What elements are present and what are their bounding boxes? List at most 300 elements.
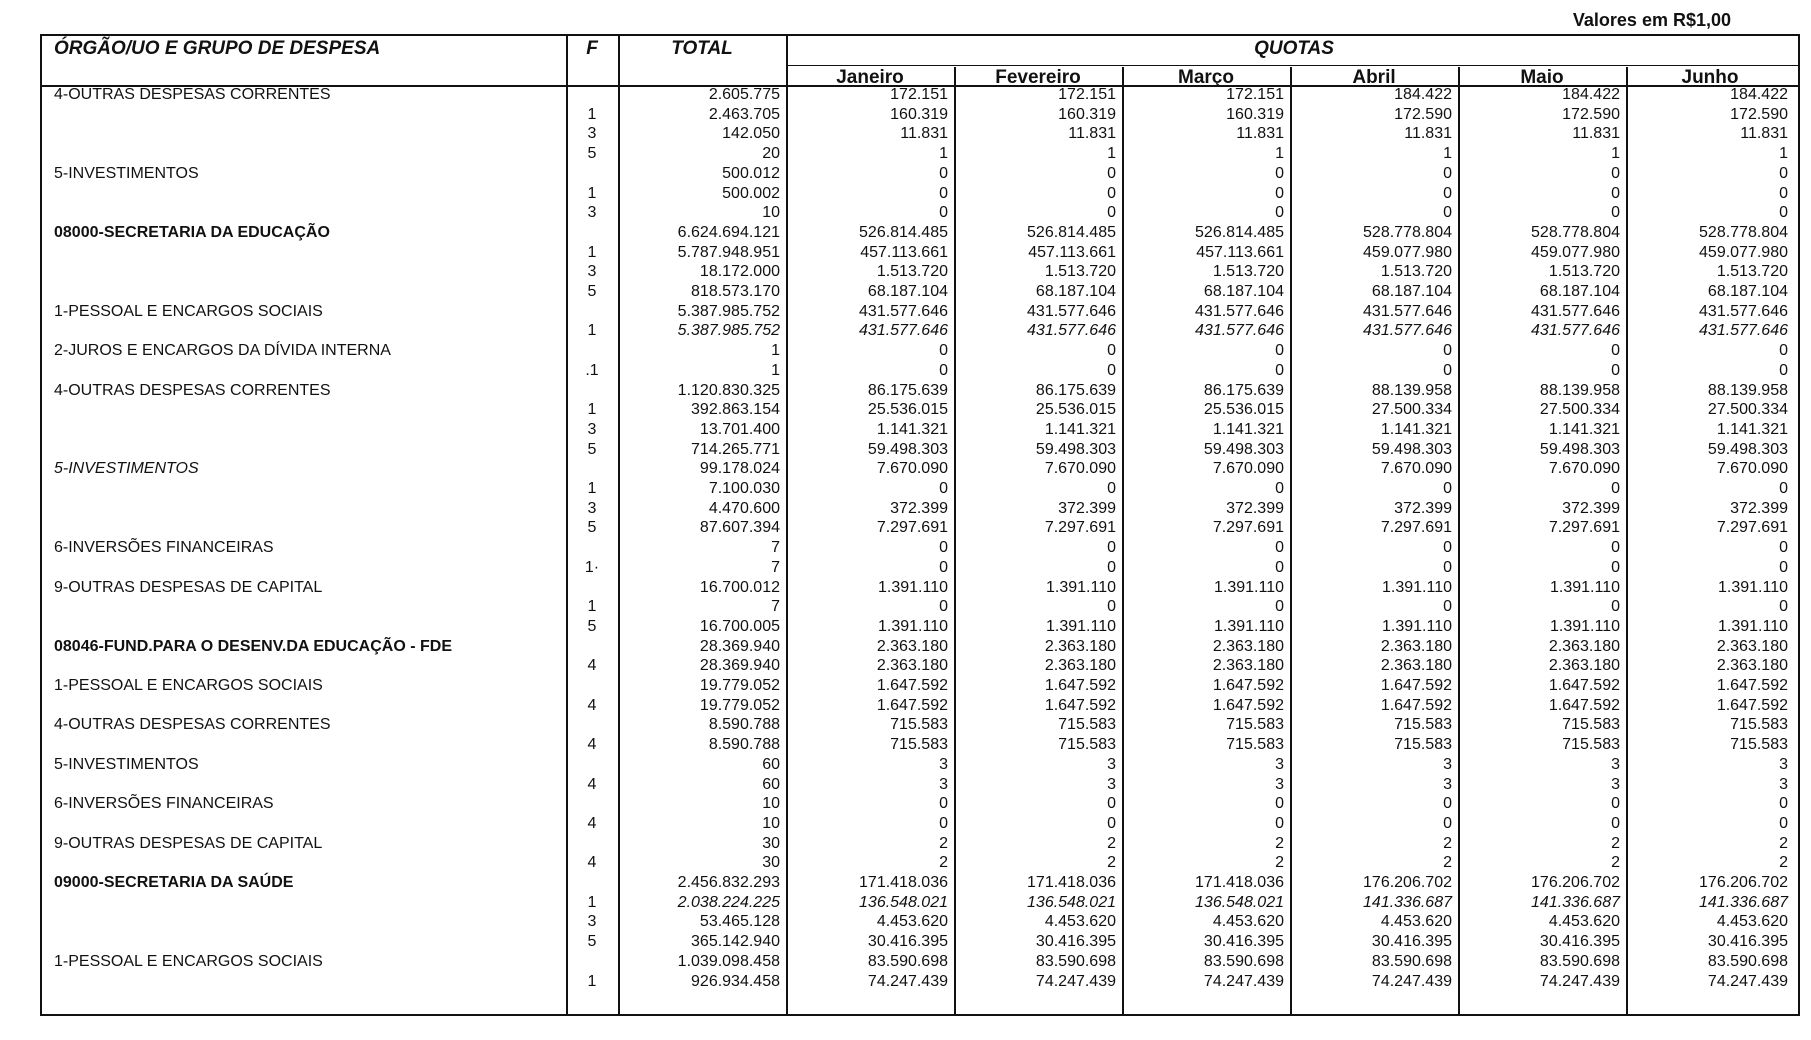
table-row: [42, 834, 1798, 854]
row-month-value: 372.399: [1226, 499, 1284, 517]
row-label: 1-PESSOAL E ENCARGOS SOCIAIS: [54, 677, 323, 694]
row-month-value: 526.814.485: [1027, 223, 1116, 241]
row-month-value: 136.548.021: [859, 893, 948, 911]
row-total: 5.387.985.752: [677, 322, 780, 340]
row-month-value: 11.831: [1404, 125, 1452, 143]
row-month-value: 0: [1779, 480, 1788, 497]
row-month-value: 7.670.090: [1044, 460, 1116, 478]
row-label: 09000-SECRETARIA DA SAÚDE: [54, 874, 294, 891]
table-row: [42, 518, 1798, 538]
row-month-value: 74.247.439: [1371, 972, 1452, 990]
row-month-value: 1.513.720: [1548, 263, 1620, 281]
row-total: 20: [762, 145, 780, 163]
row-month-value: 11.831: [1068, 125, 1116, 143]
row-month-value: 0: [1275, 795, 1284, 813]
row-month-value: 0: [939, 814, 948, 832]
row-month-value: 88.139.958: [1707, 381, 1788, 399]
row-month-value: 171.418.036: [859, 874, 948, 891]
row-month-value: 0: [939, 361, 948, 379]
row-month-value: 11.831: [1740, 125, 1788, 143]
row-month-value: 7.297.691: [1548, 519, 1620, 537]
row-month-value: 0: [1779, 361, 1788, 379]
table-row: [42, 479, 1798, 499]
row-month-value: 2: [1779, 854, 1788, 872]
row-label: 5-INVESTIMENTOS: [54, 164, 199, 182]
row-month-value: 431.577.646: [1363, 302, 1452, 320]
table-row: [42, 775, 1798, 795]
row-fonte: 1: [587, 184, 597, 202]
row-month-value: 83.590.698: [1371, 952, 1452, 970]
table-row: [42, 420, 1798, 440]
row-month-value: 3: [1275, 755, 1284, 773]
row-month-value: 83.590.698: [1203, 952, 1284, 970]
row-month-value: 0: [1611, 204, 1620, 222]
table-row: [42, 893, 1798, 913]
row-month-value: 2: [1611, 834, 1620, 852]
row-month-value: 4.453.620: [1380, 913, 1452, 931]
row-total: 10: [762, 795, 780, 813]
row-month-value: 431.577.646: [1699, 322, 1788, 340]
row-fonte: 5: [587, 519, 597, 537]
row-month-value: 4.453.620: [876, 913, 948, 931]
table-row: [42, 912, 1798, 932]
table-row: [42, 341, 1798, 361]
row-label: 4-OUTRAS DESPESAS CORRENTES: [54, 716, 331, 734]
table-row: [42, 538, 1798, 558]
row-month-value: 27.500.334: [1707, 401, 1788, 419]
row-month-value: 1.391.110: [1214, 578, 1284, 596]
row-fonte: 1: [587, 972, 597, 990]
row-month-value: 160.319: [1058, 105, 1116, 123]
row-month-value: 431.577.646: [1531, 322, 1620, 340]
row-month-value: 27.500.334: [1539, 401, 1620, 419]
row-month-value: 171.418.036: [1027, 874, 1116, 891]
row-total: 60: [762, 775, 780, 793]
row-month-value: 1.513.720: [1212, 263, 1284, 281]
row-month-value: 7.297.691: [1380, 519, 1452, 537]
row-month-value: 372.399: [1058, 499, 1116, 517]
table-row: [42, 873, 1798, 893]
row-month-value: 4.453.620: [1044, 913, 1116, 931]
row-total: 10: [762, 204, 780, 222]
row-month-value: 30.416.395: [1707, 933, 1788, 951]
row-fonte: 3: [587, 913, 597, 931]
row-month-value: 715.583: [1730, 736, 1788, 754]
row-month-value: 1: [1443, 145, 1452, 163]
row-total: 16.700.012: [699, 578, 780, 596]
row-month-value: 1.647.592: [876, 696, 948, 714]
row-month-value: 372.399: [1562, 499, 1620, 517]
row-month-value: 7.670.090: [1380, 460, 1452, 478]
row-fonte: 3: [587, 499, 597, 517]
row-month-value: 171.418.036: [1195, 874, 1284, 891]
row-month-value: 7.670.090: [876, 460, 948, 478]
table-row: [42, 400, 1798, 420]
row-month-value: 528.778.804: [1699, 223, 1788, 241]
row-fonte: 5: [587, 617, 597, 635]
row-month-value: 0: [1443, 164, 1452, 182]
row-month-value: 2.363.180: [1716, 637, 1788, 655]
row-total: 5.387.985.752: [677, 302, 780, 320]
row-month-value: 0: [1611, 164, 1620, 182]
row-month-value: 1: [1275, 145, 1284, 163]
row-month-value: 83.590.698: [867, 952, 948, 970]
row-total: 500.002: [722, 184, 780, 202]
row-month-value: 25.536.015: [867, 401, 948, 419]
row-month-value: 0: [1779, 814, 1788, 832]
row-month-value: 3: [1611, 755, 1620, 773]
row-month-value: 1.141.321: [1044, 420, 1116, 438]
row-month-value: 0: [1443, 361, 1452, 379]
row-fonte: 3: [587, 263, 597, 281]
row-month-value: 715.583: [890, 736, 948, 754]
row-month-value: 68.187.104: [1203, 283, 1284, 300]
row-month-value: 59.498.303: [867, 440, 948, 458]
row-total: 5.787.948.951: [677, 243, 780, 261]
budget-table: [40, 34, 1800, 1016]
row-total: 1.039.098.458: [677, 952, 780, 970]
row-month-value: 1.513.720: [1380, 263, 1452, 281]
row-month-value: 172.590: [1394, 105, 1452, 123]
row-month-value: 0: [1107, 164, 1116, 182]
row-month-value: 431.577.646: [859, 322, 948, 340]
row-total: 1: [771, 342, 780, 360]
row-month-value: 176.206.702: [1531, 874, 1620, 891]
row-month-value: 1.391.110: [1550, 578, 1620, 596]
month-header: Fevereiro: [995, 67, 1081, 88]
row-month-value: 136.548.021: [1027, 893, 1116, 911]
row-month-value: 136.548.021: [1195, 893, 1284, 911]
row-month-value: 68.187.104: [1371, 283, 1452, 300]
row-month-value: 2.363.180: [1044, 657, 1116, 675]
row-month-value: 172.590: [1730, 105, 1788, 123]
row-total: 142.050: [722, 125, 780, 143]
row-month-value: 3: [1779, 755, 1788, 773]
row-total: 87.607.394: [699, 519, 780, 537]
row-month-value: 141.336.687: [1363, 893, 1452, 911]
row-month-value: 1.647.592: [1548, 677, 1620, 694]
row-label: 9-OUTRAS DESPESAS DE CAPITAL: [54, 834, 323, 852]
row-month-value: 459.077.980: [1363, 243, 1452, 261]
row-month-value: 0: [1443, 204, 1452, 222]
table-row: [42, 302, 1798, 322]
row-fonte: 5: [587, 933, 597, 951]
row-month-value: 141.336.687: [1699, 893, 1788, 911]
row-month-value: 2.363.180: [1212, 657, 1284, 675]
row-month-value: 3: [1107, 755, 1116, 773]
row-total: 16.700.005: [699, 617, 780, 635]
row-total: 53.465.128: [699, 913, 780, 931]
row-month-value: 431.577.646: [1531, 302, 1620, 320]
row-month-value: 528.778.804: [1363, 223, 1452, 241]
row-total: 926.934.458: [691, 972, 780, 990]
row-month-value: 1.513.720: [1716, 263, 1788, 281]
row-month-value: 1.391.110: [1382, 578, 1452, 596]
row-month-value: 0: [1611, 480, 1620, 497]
table-row: [42, 853, 1798, 873]
table-row: [42, 715, 1798, 735]
row-month-value: 141.336.687: [1531, 893, 1620, 911]
row-month-value: 457.113.661: [1196, 243, 1284, 261]
row-month-value: 59.498.303: [1035, 440, 1116, 458]
row-month-value: 2: [939, 854, 948, 872]
row-month-value: 172.151: [1226, 86, 1284, 103]
row-month-value: 1: [1611, 145, 1620, 163]
row-label: 2-JUROS E ENCARGOS DA DÍVIDA INTERNA: [54, 342, 391, 360]
table-row: [42, 459, 1798, 479]
row-fonte: 4: [587, 814, 597, 832]
row-month-value: 526.814.485: [1195, 223, 1284, 241]
row-month-value: 184.422: [1562, 86, 1620, 103]
row-total: 60: [762, 755, 780, 773]
row-month-value: 176.206.702: [1699, 874, 1788, 891]
row-month-value: 0: [1779, 558, 1788, 576]
row-month-value: 1: [1779, 145, 1788, 163]
row-month-value: 0: [1275, 814, 1284, 832]
row-month-value: 30.416.395: [867, 933, 948, 951]
row-month-value: 0: [1275, 558, 1284, 576]
row-total: 2.605.775: [708, 86, 780, 103]
row-month-value: 0: [939, 539, 948, 557]
row-month-value: 526.814.485: [859, 223, 948, 241]
row-fonte: 5: [587, 283, 597, 300]
row-fonte: 3: [587, 125, 597, 143]
row-total: 1: [771, 361, 780, 379]
row-month-value: 0: [1443, 342, 1452, 360]
row-month-value: 0: [1107, 204, 1116, 222]
row-fonte: 5: [587, 145, 597, 163]
row-label: 6-INVERSÕES FINANCEIRAS: [54, 795, 274, 813]
row-fonte: 1: [587, 105, 597, 123]
row-month-value: 2: [1779, 834, 1788, 852]
row-total: 7: [771, 558, 780, 576]
table-row: [42, 578, 1798, 598]
row-fonte: 4: [587, 775, 597, 793]
row-total: 10: [762, 814, 780, 832]
row-label: 5-INVESTIMENTOS: [54, 755, 199, 773]
row-month-value: 59.498.303: [1707, 440, 1788, 458]
row-month-value: 0: [1779, 184, 1788, 202]
row-month-value: 2.363.180: [1380, 637, 1452, 655]
row-month-value: 4.453.620: [1716, 913, 1788, 931]
table-row: [42, 184, 1798, 204]
row-month-value: 715.583: [1058, 716, 1116, 734]
row-month-value: 1.391.110: [1046, 617, 1116, 635]
row-month-value: 1.141.321: [1212, 420, 1284, 438]
row-total: 2.038.224.225: [677, 893, 780, 911]
table-row: [42, 203, 1798, 223]
row-total: 2.456.832.293: [677, 874, 780, 891]
table-row: [42, 656, 1798, 676]
row-month-value: 0: [1107, 361, 1116, 379]
row-fonte: 3: [587, 420, 597, 438]
row-month-value: 0: [1443, 598, 1452, 616]
col-header-total: TOTAL: [671, 38, 733, 59]
row-month-value: 1.513.720: [1044, 263, 1116, 281]
row-label: 4-OUTRAS DESPESAS CORRENTES: [54, 86, 331, 103]
row-month-value: 74.247.439: [1035, 972, 1116, 990]
table-row: [42, 282, 1798, 302]
row-month-value: 1.647.592: [1212, 696, 1284, 714]
row-month-value: 0: [1275, 598, 1284, 616]
row-month-value: 30.416.395: [1035, 933, 1116, 951]
row-month-value: 7.670.090: [1212, 460, 1284, 478]
row-month-value: 3: [1611, 775, 1620, 793]
row-total: 500.012: [722, 164, 780, 182]
row-month-value: 0: [1611, 342, 1620, 360]
row-month-value: 715.583: [1394, 716, 1452, 734]
row-month-value: 3: [1443, 775, 1452, 793]
row-month-value: 0: [939, 342, 948, 360]
row-month-value: 0: [1611, 539, 1620, 557]
row-month-value: 715.583: [1226, 736, 1284, 754]
table-row: [42, 814, 1798, 834]
row-month-value: 1.647.592: [1380, 677, 1452, 694]
units-note: Valores em R$1,00: [1572, 10, 1731, 30]
row-month-value: 0: [1275, 184, 1284, 202]
row-month-value: 0: [1107, 342, 1116, 360]
table-row: [42, 972, 1798, 992]
row-month-value: 1.647.592: [1044, 696, 1116, 714]
row-month-value: 457.113.661: [1028, 243, 1116, 261]
table-row: [42, 676, 1798, 696]
row-month-value: 0: [1443, 814, 1452, 832]
row-month-value: 431.577.646: [1699, 302, 1788, 320]
row-month-value: 0: [939, 204, 948, 222]
month-header: Junho: [1681, 67, 1739, 88]
row-month-value: 68.187.104: [867, 283, 948, 300]
row-total: 7: [771, 598, 780, 616]
row-month-value: 715.583: [890, 716, 948, 734]
col-header-quotas: QUOTAS: [1254, 38, 1334, 59]
row-fonte: 1: [587, 893, 597, 911]
row-fonte: 1: [587, 401, 597, 419]
row-month-value: 7.670.090: [1716, 460, 1788, 478]
row-month-value: 0: [1275, 342, 1284, 360]
month-header: Maio: [1520, 67, 1564, 88]
row-month-value: 7.297.691: [1212, 519, 1284, 537]
row-fonte: 3: [587, 204, 597, 222]
row-month-value: 86.175.639: [867, 381, 948, 399]
row-month-value: 715.583: [1226, 716, 1284, 734]
row-total: 6.624.694.121: [677, 223, 780, 241]
row-month-value: 68.187.104: [1539, 283, 1620, 300]
table-row: [42, 696, 1798, 716]
row-month-value: 431.577.646: [1027, 302, 1116, 320]
row-month-value: 372.399: [890, 499, 948, 517]
row-total: 818.573.170: [691, 283, 780, 300]
row-month-value: 2: [1611, 854, 1620, 872]
row-month-value: 0: [1443, 539, 1452, 557]
table-row: [42, 124, 1798, 144]
quotas-divider: [786, 65, 1798, 66]
row-month-value: 3: [1107, 775, 1116, 793]
row-month-value: 0: [1275, 204, 1284, 222]
row-month-value: 2.363.180: [1380, 657, 1452, 675]
row-month-value: 74.247.439: [867, 972, 948, 990]
table-row: [42, 164, 1798, 184]
row-month-value: 1.391.110: [1718, 617, 1788, 635]
row-month-value: 1.391.110: [1718, 578, 1788, 596]
row-month-value: 11.831: [1236, 125, 1284, 143]
row-fonte: 4: [587, 854, 597, 872]
row-month-value: 2: [1275, 854, 1284, 872]
row-fonte: 4: [587, 736, 597, 754]
row-month-value: 30.416.395: [1539, 933, 1620, 951]
row-month-value: 2.363.180: [1548, 657, 1620, 675]
row-month-value: 1.647.592: [1548, 696, 1620, 714]
row-label: 5-INVESTIMENTOS: [54, 460, 199, 478]
row-month-value: 0: [1443, 558, 1452, 576]
row-month-value: 30.416.395: [1203, 933, 1284, 951]
row-total: 19.779.052: [699, 696, 780, 714]
row-month-value: 0: [1275, 361, 1284, 379]
row-total: 13.701.400: [699, 420, 780, 438]
row-total: 30: [762, 854, 780, 872]
row-month-value: 2: [1107, 854, 1116, 872]
row-month-value: 0: [1107, 795, 1116, 813]
row-month-value: 1.513.720: [876, 263, 948, 281]
row-month-value: 715.583: [1562, 736, 1620, 754]
row-month-value: 7.297.691: [876, 519, 948, 537]
row-fonte: 1·: [584, 558, 600, 576]
table-row: [42, 223, 1798, 243]
row-label: 08000-SECRETARIA DA EDUCAÇÃO: [54, 223, 330, 241]
col-header-group: ÓRGÃO/UO E GRUPO DE DESPESA: [54, 38, 381, 59]
row-total: 28.369.940: [699, 657, 780, 675]
row-month-value: 4.453.620: [1212, 913, 1284, 931]
row-month-value: 0: [939, 598, 948, 616]
row-month-value: 528.778.804: [1531, 223, 1620, 241]
row-month-value: 0: [1107, 598, 1116, 616]
row-month-value: 1.647.592: [876, 677, 948, 694]
row-month-value: 1.391.110: [1550, 617, 1620, 635]
table-row: [42, 617, 1798, 637]
row-month-value: 2: [1443, 854, 1452, 872]
table-row: [42, 243, 1798, 263]
row-month-value: 0: [1275, 480, 1284, 497]
row-month-value: 25.536.015: [1035, 401, 1116, 419]
row-label: 1-PESSOAL E ENCARGOS SOCIAIS: [54, 952, 323, 970]
table-row: [42, 381, 1798, 401]
row-month-value: 68.187.104: [1035, 283, 1116, 300]
row-month-value: 1.391.110: [878, 617, 948, 635]
row-month-value: 2.363.180: [1212, 637, 1284, 655]
table-row: [42, 321, 1798, 341]
row-month-value: 0: [1107, 184, 1116, 202]
row-month-value: 1.141.321: [1380, 420, 1452, 438]
row-total: 4.470.600: [708, 499, 780, 517]
row-total: 7.100.030: [708, 480, 780, 497]
row-month-value: 0: [1107, 558, 1116, 576]
row-total: 1.120.830.325: [677, 381, 780, 399]
row-total: 18.172.000: [699, 263, 780, 281]
month-header: Janeiro: [836, 67, 904, 88]
table-row: [42, 105, 1798, 125]
table-row: [42, 755, 1798, 775]
row-month-value: 0: [1275, 164, 1284, 182]
table-row: [42, 637, 1798, 657]
row-month-value: 1.141.321: [1716, 420, 1788, 438]
row-month-value: 74.247.439: [1203, 972, 1284, 990]
row-month-value: 1.647.592: [1716, 696, 1788, 714]
row-label: 6-INVERSÕES FINANCEIRAS: [54, 539, 274, 557]
row-month-value: 74.247.439: [1539, 972, 1620, 990]
row-month-value: 160.319: [1226, 105, 1284, 123]
table-row: [42, 932, 1798, 952]
row-month-value: 715.583: [1730, 716, 1788, 734]
row-total: 30: [762, 834, 780, 852]
